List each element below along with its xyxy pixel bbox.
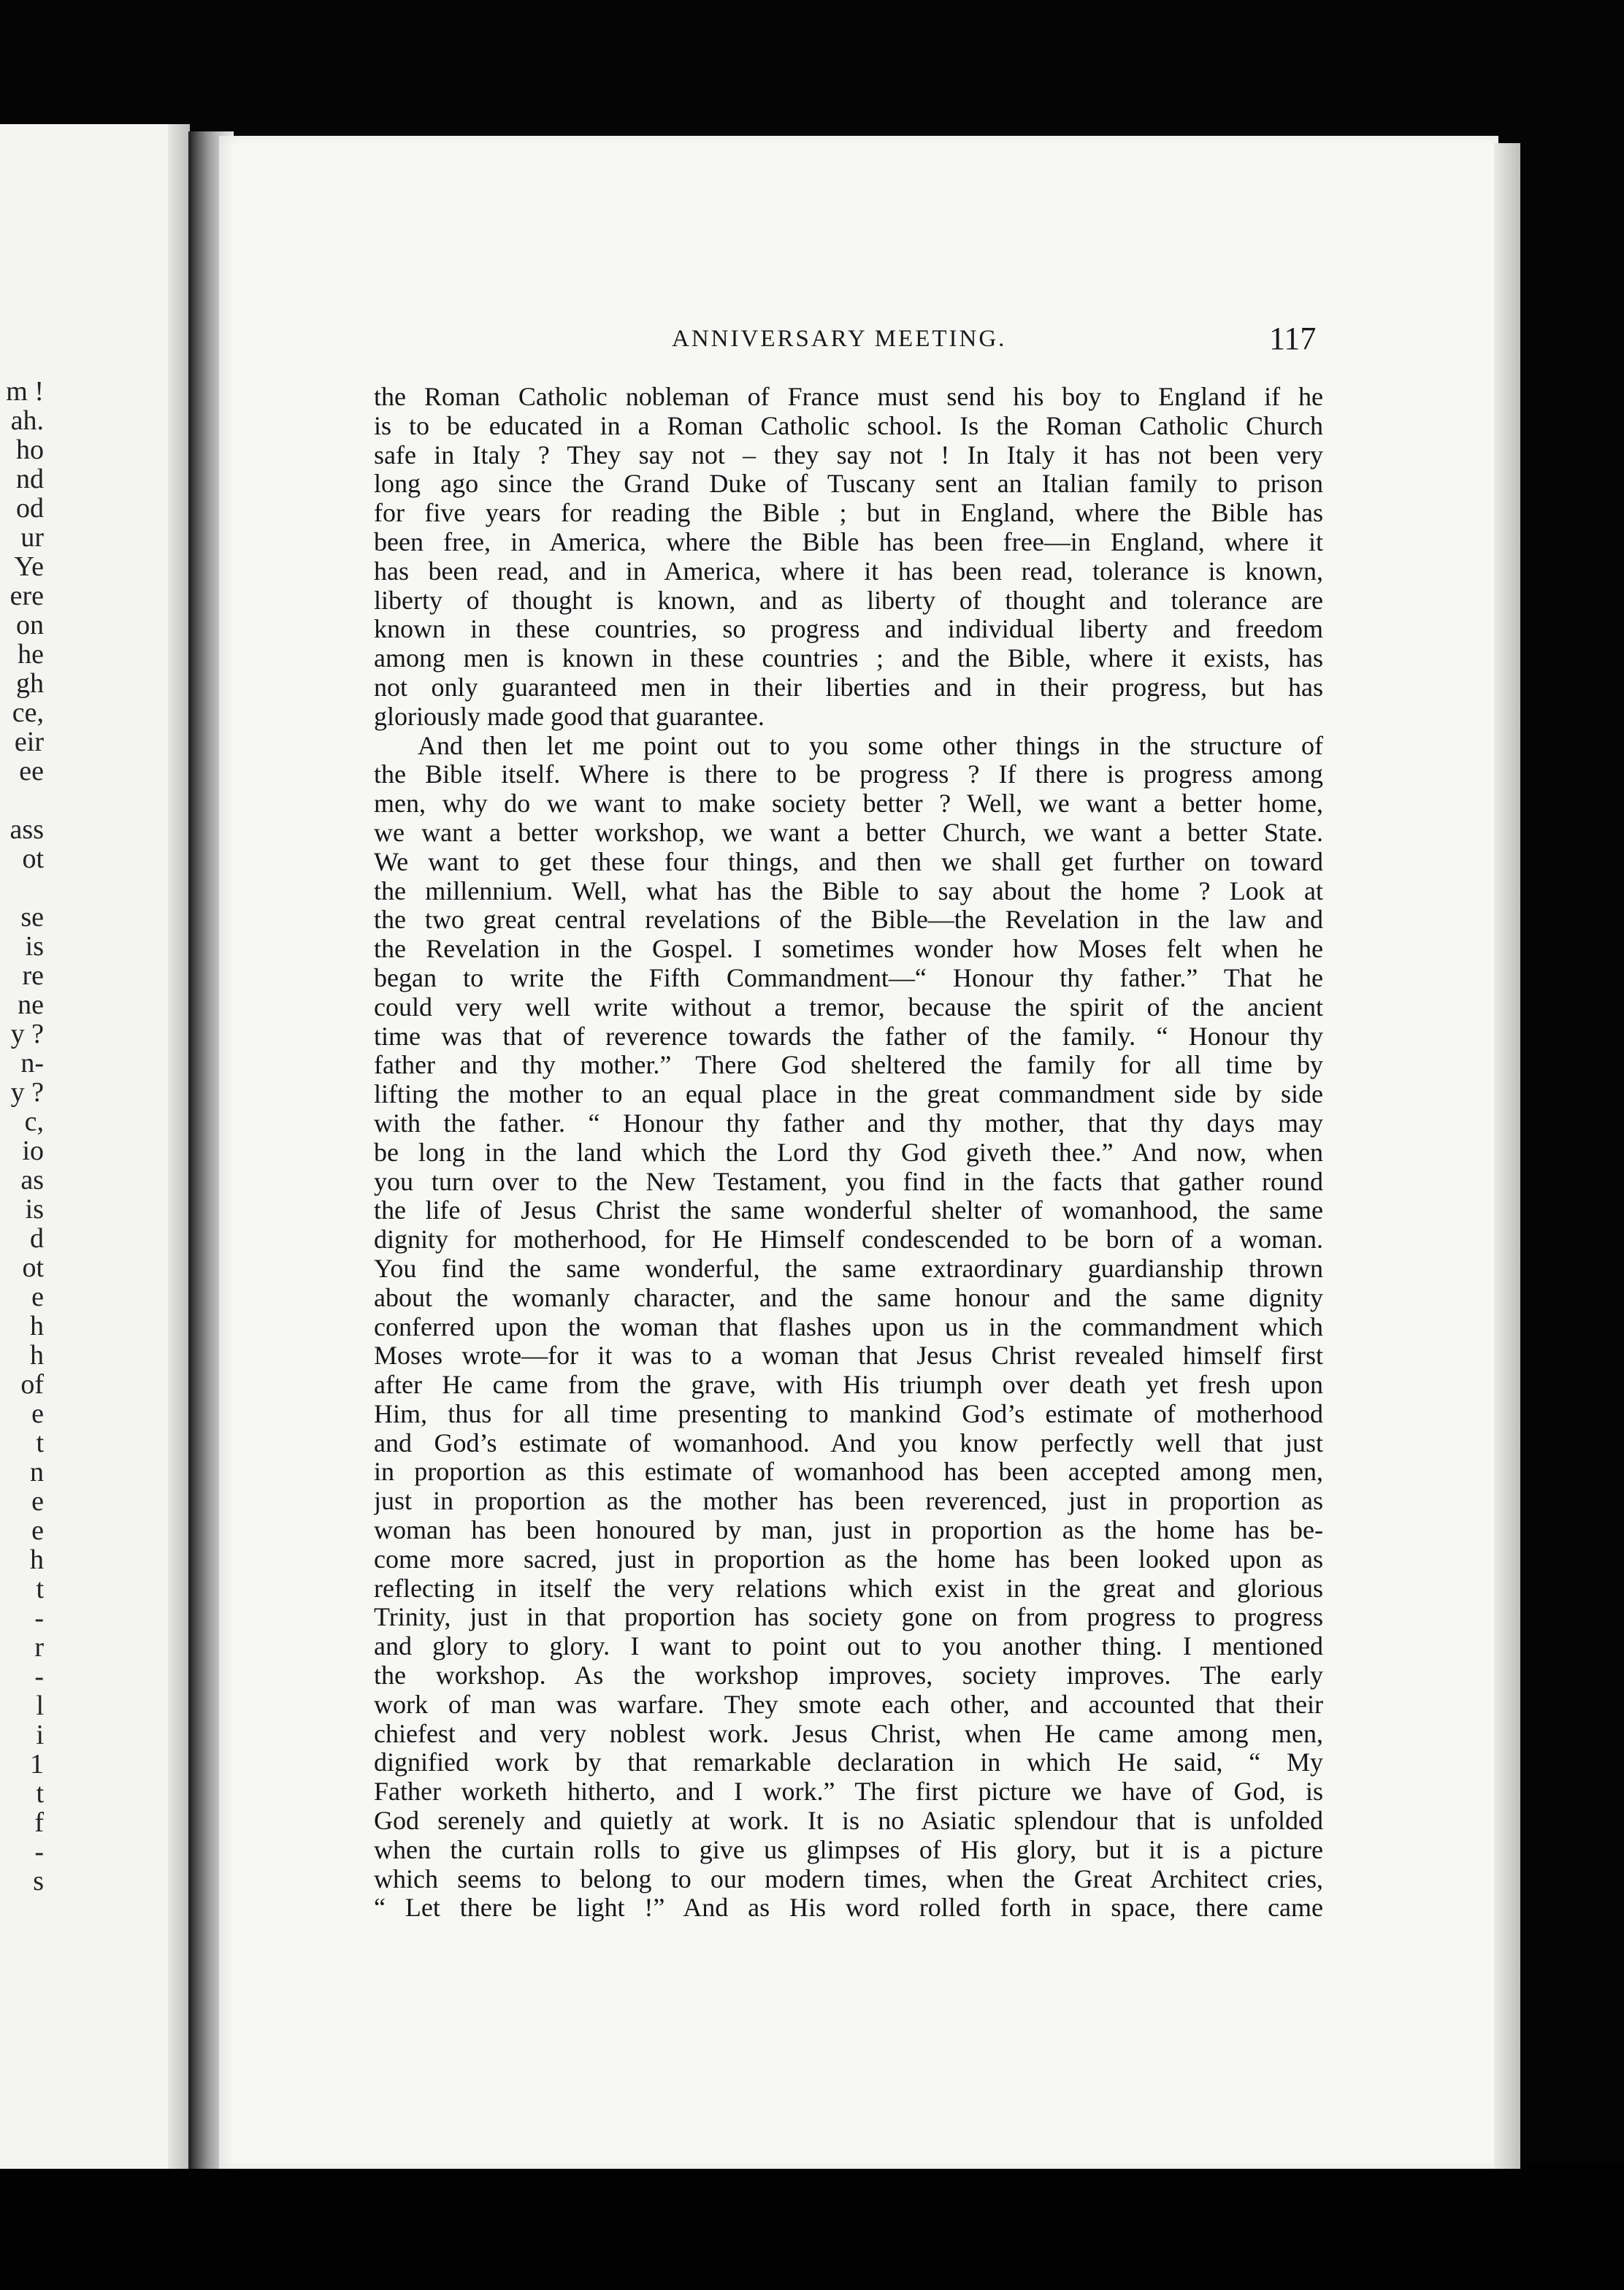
previous-page-fragment: 1	[30, 1749, 44, 1780]
previous-page-fragment: t	[36, 1778, 44, 1809]
previous-page-fragment: t	[36, 1428, 44, 1458]
previous-page	[0, 124, 181, 2169]
previous-page-fragment	[0, 873, 44, 903]
previous-page-fragment: h	[30, 1340, 44, 1371]
text-line: “ Let there be light !” And as His word rolled forth in space, there came	[374, 1893, 1323, 1923]
previous-page-fragment: e	[31, 1486, 44, 1517]
text-line: God serenely and quietly at work. It is no Asiatic splendour that is unfolded	[374, 1807, 1323, 1836]
text-line: the Revelation in the Gospel. I sometimes wonder how Moses felt when he	[374, 935, 1323, 964]
text-line: men, why do we want to make society better ? Well, we want a better home,	[374, 789, 1323, 819]
text-line: the millennium. Well, what has the Bible to say about the home ? Look at	[374, 876, 1323, 905]
previous-page-fragment: re	[22, 960, 44, 991]
previous-page-fragment: y ?	[10, 1019, 44, 1049]
previous-page-fragment: m !	[6, 377, 44, 407]
text-line: not only guaranteed men in their liberties and in their progress, but has	[374, 673, 1323, 702]
previous-page-fragment: l	[36, 1690, 44, 1721]
previous-page-fragment: nd	[16, 464, 44, 494]
text-line: began to write the Fifth Commandment—“ Honour thy father.” That he	[374, 963, 1323, 992]
previous-page-fragment: n	[30, 1457, 44, 1487]
text-line: woman has been honoured by man, just in proportion as the home has be-	[374, 1516, 1323, 1545]
text-line: chiefest and very noblest work. Jesus Christ, when He came among men,	[374, 1719, 1323, 1748]
previous-page-fragment: -	[34, 1603, 44, 1634]
text-line: And then let me point out to you some other things in the structure of	[418, 731, 1323, 760]
previous-page-fragment: ot	[22, 843, 44, 874]
text-line: just in proportion as the mother has been reverenced, just in proportion as	[374, 1487, 1323, 1516]
scan-background	[0, 2161, 1624, 2290]
text-line: long ago since the Grand Duke of Tuscany sent an Italian family to prison	[374, 470, 1323, 499]
previous-page-fragment: t	[36, 1574, 44, 1604]
previous-page-fragment: n-	[20, 1048, 44, 1079]
text-line: the Roman Catholic nobleman of France must send his boy to England if he	[374, 383, 1323, 411]
text-line: in proportion as this estimate of womanhood has been accepted among men,	[374, 1458, 1323, 1487]
text-line: among men is known in these countries ; and the Bible, where it exists, has	[374, 644, 1323, 673]
previous-page-fragment: d	[30, 1223, 44, 1254]
text-line: We want to get these four things, and then we shall get further on toward	[374, 847, 1323, 876]
page-number: 117	[1269, 321, 1317, 356]
text-line: could very well write without a tremor, because the spirit of the ancient	[374, 992, 1323, 1022]
previous-page-fragment: ee	[19, 756, 44, 786]
previous-page-fragment: h	[30, 1544, 44, 1575]
text-line: lifting the mother to an equal place in the great commandment side by side	[374, 1080, 1323, 1109]
previous-page-fragment: eir	[14, 727, 44, 757]
text-line: the Bible itself. Where is there to be progress ? If there is progress among	[374, 760, 1323, 789]
previous-page-fragment: e	[31, 1282, 44, 1312]
previous-page-fragment: od	[16, 493, 44, 524]
text-line: Moses wrote—for it was to a woman that Jesus Christ revealed himself first	[374, 1341, 1323, 1371]
previous-page-fragment: e	[31, 1515, 44, 1546]
previous-page-fragment: Ye	[14, 551, 44, 582]
text-line: after He came from the grave, with His triumph over death yet fresh upon	[374, 1371, 1323, 1400]
text-line: Trinity, just in that proportion has society gone on from progress to progress	[374, 1603, 1323, 1632]
text-line: which seems to belong to our modern times, when the Great Architect cries,	[374, 1864, 1323, 1893]
previous-page-fragment: ot	[22, 1252, 44, 1283]
text-line: conferred upon the woman that flashes upon us in the commandment which	[374, 1312, 1323, 1341]
previous-page-fragment: i	[36, 1720, 44, 1750]
running-head: ANNIVERSARY MEETING.	[672, 326, 1007, 352]
previous-page-fragment: f	[34, 1807, 44, 1838]
previous-page-fragment: is	[25, 931, 44, 962]
text-line: with the father. “ Honour thy father and thy mother, that thy days may	[374, 1108, 1323, 1138]
previous-page-fragment: is	[25, 1194, 44, 1225]
text-line: the workshop. As the workshop improves, society improves. The early	[374, 1661, 1323, 1690]
text-line: reflecting in itself the very relations which exist in the great and glorious	[374, 1574, 1323, 1603]
previous-page-fragment: ne	[18, 989, 44, 1020]
previous-page-edge	[168, 124, 190, 2169]
previous-page-fragment: e	[31, 1398, 44, 1429]
text-line: been free, in America, where the Bible has been free—in England, where it	[374, 527, 1323, 556]
text-line: dignity for motherhood, for He Himself condescended to be born of a woman.	[374, 1225, 1323, 1255]
text-line: Father worketh hitherto, and I work.” The first picture we have of God, is	[374, 1777, 1323, 1807]
previous-page-fragment: h	[30, 1311, 44, 1341]
text-line: Him, thus for all time presenting to mankind God’s estimate of motherhood	[374, 1399, 1323, 1428]
text-line: for five years for reading the Bible ; but in England, where the Bible has	[374, 499, 1323, 528]
previous-page-fragment: he	[18, 639, 44, 670]
previous-page-fragment: ho	[16, 434, 44, 465]
text-line: is to be educated in a Roman Catholic school. Is the Roman Catholic Church	[374, 411, 1323, 440]
previous-page-fragment: io	[22, 1136, 44, 1166]
previous-page-fragment	[0, 786, 44, 815]
text-line: the two great central revelations of the Bible—the Revelation in the law and	[374, 905, 1323, 935]
text-line: You find the same wonderful, the same extraordinary guardianship thrown	[374, 1254, 1323, 1283]
text-line: dignified work by that remarkable declaration in which He said, “ My	[374, 1748, 1323, 1777]
text-line: when the curtain rolls to give us glimpses of His glory, but it is a picture	[374, 1835, 1323, 1864]
previous-page-text-fragments	[0, 377, 44, 1896]
previous-page-fragment: s	[33, 1866, 44, 1896]
previous-page-fragment: as	[20, 1165, 44, 1195]
text-line: time was that of reverence towards the father of the family. “ Honour thy	[374, 1022, 1323, 1051]
text-line: gloriously made good that guarantee.	[374, 702, 765, 731]
previous-page-fragment: ce,	[12, 697, 44, 728]
text-line: you turn over to the New Testament, you find in the facts that gather round	[374, 1167, 1323, 1196]
previous-page-fragment: c,	[24, 1106, 44, 1137]
previous-page-fragment: -	[34, 1661, 44, 1692]
previous-page-fragment: gh	[16, 668, 44, 699]
text-line: has been read, and in America, where it has been read, tolerance is known,	[374, 556, 1323, 586]
text-line: safe in Italy ? They say not – they say not ! In Italy it has not been very	[374, 440, 1323, 470]
previous-page-fragment: on	[16, 610, 44, 640]
previous-page-fragment: r	[34, 1632, 44, 1663]
text-line: liberty of thought is known, and as liberty of thought and tolerance are	[374, 586, 1323, 615]
text-line: work of man was warfare. They smote each other, and accounted that their	[374, 1690, 1323, 1719]
text-line: we want a better workshop, we want a better Church, we want a better State.	[374, 818, 1323, 847]
body-text	[374, 383, 1323, 1923]
page-edge	[1494, 143, 1520, 2169]
text-line: be long in the land which the Lord thy God giveth thee.” And now, when	[374, 1138, 1323, 1167]
text-line: father and thy mother.” There God sheltered the family for all time by	[374, 1051, 1323, 1080]
text-line: the life of Jesus Christ the same wonderful shelter of womanhood, the same	[374, 1196, 1323, 1225]
previous-page-fragment: se	[20, 902, 44, 933]
text-line: about the womanly character, and the same honour and the same dignity	[374, 1283, 1323, 1312]
previous-page-fragment: ass	[9, 814, 44, 845]
previous-page-fragment: ah.	[10, 405, 44, 436]
previous-page-fragment: y ?	[10, 1077, 44, 1108]
previous-page-fragment: ur	[20, 522, 44, 553]
text-line: come more sacred, just in proportion as the home has been looked upon as	[374, 1544, 1323, 1574]
text-line: and glory to glory. I want to point out to you another thing. I mentioned	[374, 1632, 1323, 1661]
previous-page-fragment: ere	[9, 581, 44, 611]
previous-page-fragment: of	[20, 1369, 44, 1400]
previous-page-fragment: -	[34, 1837, 44, 1867]
text-line: known in these countries, so progress and individual liberty and freedom	[374, 615, 1323, 644]
text-line: and God’s estimate of womanhood. And you know perfectly well that just	[374, 1428, 1323, 1458]
